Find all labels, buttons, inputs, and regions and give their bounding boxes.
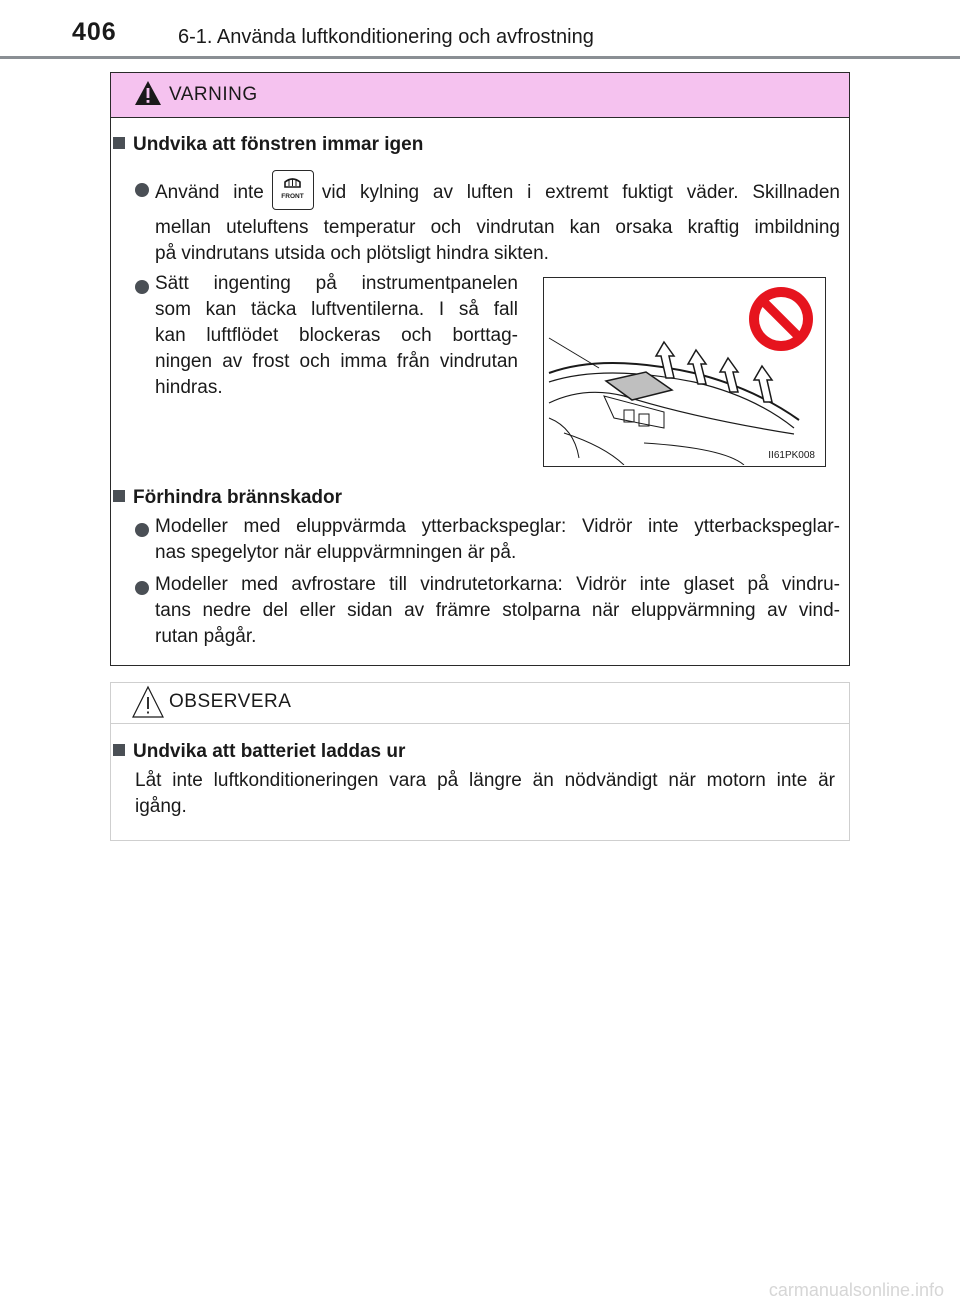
round-bullet-icon [135, 581, 149, 595]
warning-triangle-icon [133, 79, 163, 107]
subheading-fogging [113, 134, 423, 156]
warning-label: VARNING [169, 84, 258, 105]
paragraph-line: igång. [135, 796, 187, 817]
round-bullet-icon [135, 280, 149, 294]
paragraph-line: Låt inte luftkonditioneringen vara på längre än nödvändigt när motorn inte är [135, 770, 835, 791]
figure-code: II61PK008 [768, 450, 815, 461]
page-header [0, 0, 960, 60]
subheading-burns [113, 487, 342, 509]
notice-header [111, 683, 849, 724]
header-divider [0, 56, 960, 59]
round-bullet-icon [135, 523, 149, 537]
svg-text:FRONT: FRONT [281, 193, 304, 200]
square-bullet-icon [113, 744, 125, 756]
subheading-burns-text: Förhindra brännskador [133, 487, 343, 508]
subheading-battery-text: Undvika att batteriet laddas ur [133, 741, 406, 762]
paragraph-line: Modeller med eluppvärmda ytterbackspeglar: Vidrör inte ytterbackspeglar- [155, 516, 840, 537]
notice-label: OBSERVERA [169, 691, 292, 712]
square-bullet-icon [113, 490, 125, 502]
paragraph-line: nas spegelytor när eluppvärmningen är på. [155, 542, 517, 563]
square-bullet-icon [113, 137, 125, 149]
subheading-battery [113, 741, 405, 763]
paragraph-line: Använd inte FRONT vid kylning av luften i extremt fuktigt väder. Skillnaden [155, 173, 840, 213]
paragraph-line: tans nedre del eller sidan av främre stolparna när eluppvärmning av vind- [155, 600, 840, 621]
paragraph-defrost-button [155, 173, 840, 267]
paragraph-line: kan luftflödet blockeras och borttag- [155, 325, 518, 346]
dashboard-vent-illustration [543, 277, 826, 467]
paragraph-line: hindras. [155, 377, 223, 398]
paragraph-line: rutan pågår. [155, 626, 257, 647]
paragraph-line: som kan täcka luftventilerna. I så fall [155, 299, 518, 320]
paragraph-battery [135, 768, 835, 820]
front-defroster-button-icon [272, 170, 314, 210]
paragraph-vents [155, 271, 518, 401]
watermark: carmanualsonline.info [768, 1280, 944, 1300]
paragraph-line: Modeller med avfrostare till vindrutetorkarna: Vidrör inte glaset på vindru- [155, 574, 840, 595]
warning-header [111, 73, 849, 118]
page-number: 406 [72, 18, 117, 46]
subheading-fogging-text: Undvika att fönstren immar igen [133, 134, 424, 155]
paragraph-line: mellan uteluftens temperatur och vindrutan kan orsaka kraftig imbildning [155, 217, 840, 239]
paragraph-line: ningen av frost och imma från vindrutan [155, 351, 518, 372]
round-bullet-icon [135, 183, 149, 197]
dashboard-illustration-svg [544, 278, 824, 465]
paragraph-line: på vindrutans utsida och plötsligt hindra sikten. [155, 243, 549, 265]
paragraph-wiper-deicer [155, 572, 840, 650]
paragraph-mirrors [155, 514, 840, 566]
paragraph-line: Sätt ingenting på instrumentpanelen [155, 273, 518, 294]
caution-triangle-icon [131, 683, 165, 721]
section-title: 6-1. Använda luftkonditionering och avfrostning [178, 26, 594, 48]
